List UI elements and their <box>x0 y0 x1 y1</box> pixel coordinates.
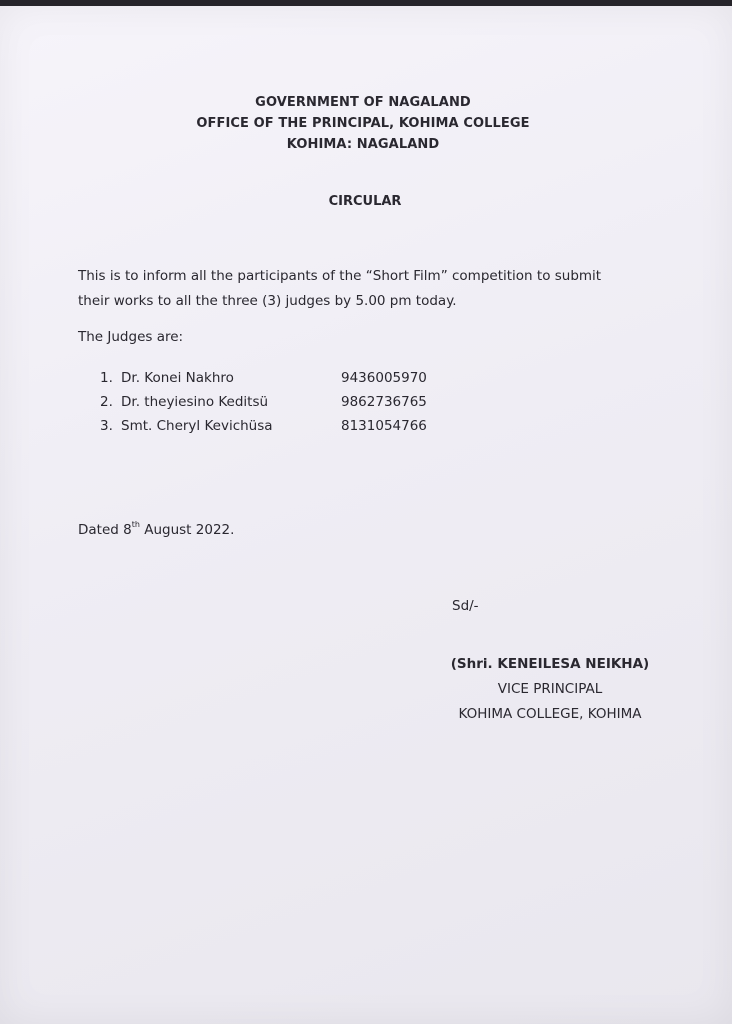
date-suffix: August 2022. <box>139 522 235 538</box>
letterhead-office: OFFICE OF THE PRINCIPAL, KOHIMA COLLEGE <box>196 116 530 131</box>
letterhead-government: GOVERNMENT OF NAGALAND <box>255 95 471 110</box>
judge-row <box>100 414 460 438</box>
judge-name: Smt. Cheryl Kevichüsa <box>121 418 273 434</box>
judge-name: Dr. theyiesino Keditsü <box>121 394 269 410</box>
judge-row <box>100 390 460 414</box>
judges-list <box>100 366 460 438</box>
judges-label: The Judges are: <box>78 329 184 345</box>
letterhead <box>0 92 726 155</box>
body-line-1: This is to inform all the participants of the “Short Film” competition to submit <box>78 268 602 284</box>
circular-document <box>0 6 732 1024</box>
circular-body <box>78 264 658 314</box>
signatory-institution: KOHIMA COLLEGE, KOHIMA <box>458 706 642 722</box>
signed-mark: Sd/- <box>452 598 479 614</box>
judge-number: 2. <box>100 394 113 410</box>
date-superscript: th <box>131 520 140 529</box>
judge-number: 1. <box>100 370 113 386</box>
judge-phone: 8131054766 <box>341 418 427 434</box>
judge-phone: 9436005970 <box>341 370 427 386</box>
letterhead-location: KOHIMA: NAGALAND <box>286 137 440 152</box>
date-prefix: Dated 8 <box>78 522 132 538</box>
signature-block <box>440 652 660 727</box>
judge-phone: 9862736765 <box>341 394 427 410</box>
body-line-2: their works to all the three (3) judges by 5.00 pm today. <box>78 293 457 309</box>
judge-row <box>100 366 460 390</box>
date-line <box>78 520 234 538</box>
judge-number: 3. <box>100 418 113 434</box>
signatory-designation: VICE PRINCIPAL <box>497 681 603 697</box>
document-title: CIRCULAR <box>328 194 402 209</box>
judge-name: Dr. Konei Nakhro <box>121 370 234 386</box>
signatory-name: (Shri. KENEILESA NEIKHA) <box>450 656 650 672</box>
